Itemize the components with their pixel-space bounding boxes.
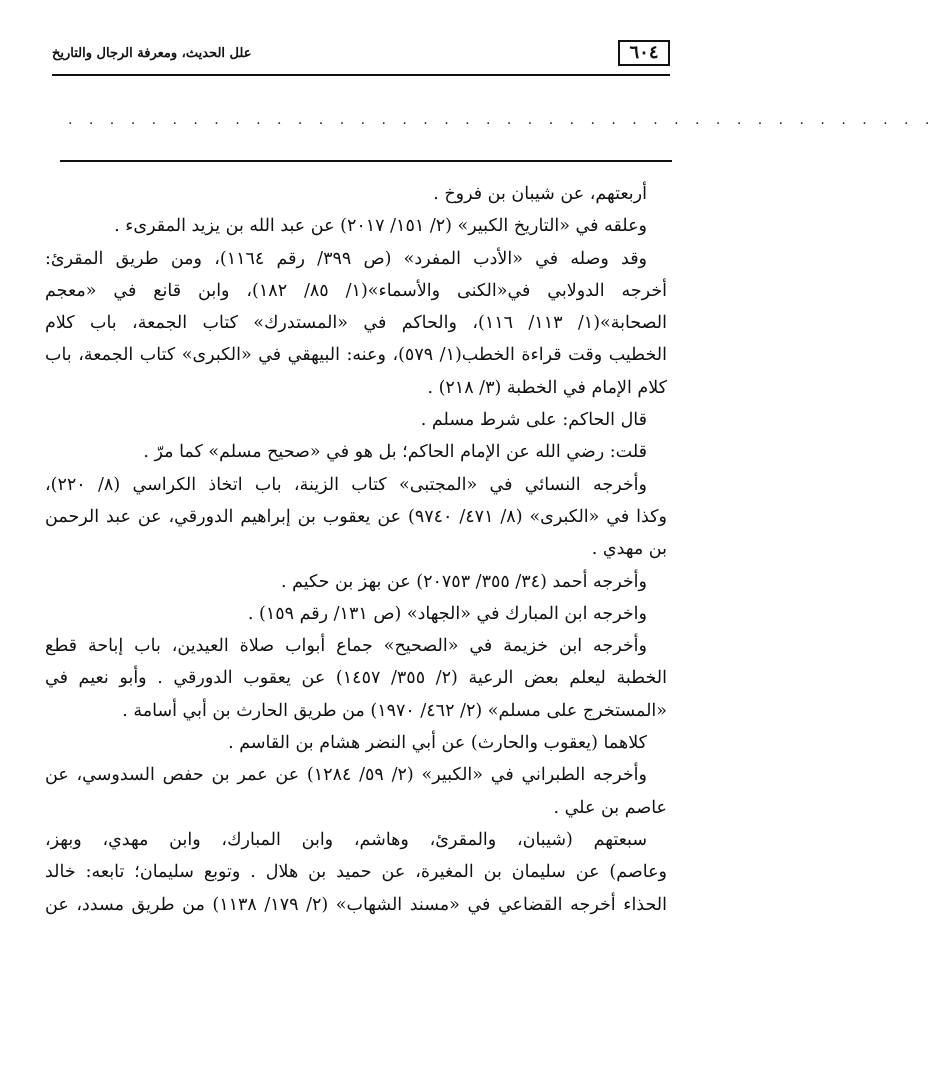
page-number: ٦٠٤	[618, 40, 670, 66]
footnote-divider	[60, 160, 672, 162]
text-line: الحذاء أخرجه القضاعي في «مسند الشهاب» (٢/ ١٧٩/ ١١٣٨) من طريق مسدد، عن	[45, 894, 667, 915]
text-line: كلام الإمام في الخطبة (٣/ ٢١٨) .	[427, 377, 667, 398]
text-line: قلت: رضي الله عن الإمام الحاكم؛ بل هو في «صحيح مسلم» كما مرّ .	[143, 442, 647, 463]
text-line: أربعتهم، عن شيبان بن فروخ .	[433, 184, 647, 204]
body-text	[45, 178, 667, 921]
page-header	[52, 38, 670, 76]
text-line: قال الحاكم: على شرط مسلم .	[420, 410, 647, 431]
text-line: وأخرجه ابن خزيمة في «الصحيح» جماع أبواب صلاة العيدين، باب إباحة قطع	[45, 636, 647, 657]
running-title: علل الحديث، ومعرفة الرجال والتاريخ	[52, 46, 252, 61]
text-line: وعلقه في «التاريخ الكبير» (٢/ ١٥١/ ٢٠١٧) عن عبد الله بن يزيد المقرىء .	[114, 216, 647, 237]
text-line: وكذا في «الكبرى» (٨/ ٤٧١/ ٩٧٤٠) عن يعقوب بن إبراهيم الدورقي، عن عبد الرحمن	[45, 506, 667, 527]
text-line: واخرجه ابن المبارك في «الجهاد» (ص ١٣١/ رقم ١٥٩) .	[247, 603, 647, 624]
text-line: وأخرجه النسائي في «المجتبى» كتاب الزينة، باب اتخاذ الكراسي (٨/ ٢٢٠)،	[45, 474, 647, 495]
text-line: الخطيب وقت قراءة الخطب(١/ ٥٧٩)، وعنه: البيهقي في «الكبرى» كتاب الجمعة، باب	[45, 345, 667, 366]
text-line: أخرجه الدولابي في«الكنى والأسماء»(١/ ٨٥/ ١٨٢)، وابن قانع في «معجم	[45, 280, 667, 301]
text-line: الصحابة»(١/ ١١٣/ ١١٦)، والحاكم في «المستدرك» كتاب الجمعة، باب كلام	[45, 313, 667, 334]
text-line: كلاهما (يعقوب والحارث) عن أبي النضر هشام بن القاسم .	[228, 733, 647, 754]
text-line: عاصم بن علي .	[553, 797, 667, 818]
text-line: وأخرجه الطبراني في «الكبير» (٢/ ٥٩/ ١٢٨٤) عن عمر بن حفص السدوسي، عن	[45, 765, 647, 786]
text-line: بن مهدي .	[591, 539, 667, 560]
separator-dots: . . . . . . . . . . . . . . . . . . . . . . . . . . . . . . . . . . . . . . . . . .	[68, 112, 935, 128]
text-line: وأخرجه أحمد (٣٤/ ٣٥٥/ ٢٠٧٥٣) عن بهز بن حكيم .	[280, 571, 647, 592]
text-line: وعاصم) عن سليمان بن المغيرة، عن حميد بن هلال . وتوبع سليمان؛ تابعه: خالد	[45, 862, 667, 883]
text-line: سبعتهم (شيبان، والمقرئ، وهاشم، وابن المبارك، وابن مهدي، وبهز،	[45, 829, 647, 850]
text-line: وقد وصله في «الأدب المفرد» (ص ٣٩٩/ رقم ١١٦٤)، ومن طريق المقرئ:	[45, 248, 648, 269]
text-line: «المستخرج على مسلم» (٢/ ٤٦٢/ ١٩٧٠) من طريق الحارث بن أبي أسامة .	[122, 700, 667, 721]
text-line: الخطبة ليعلم بعض الرعية (٢/ ٣٥٥/ ١٤٥٧) عن يعقوب الدورقي . وأبو نعيم في	[45, 668, 667, 689]
